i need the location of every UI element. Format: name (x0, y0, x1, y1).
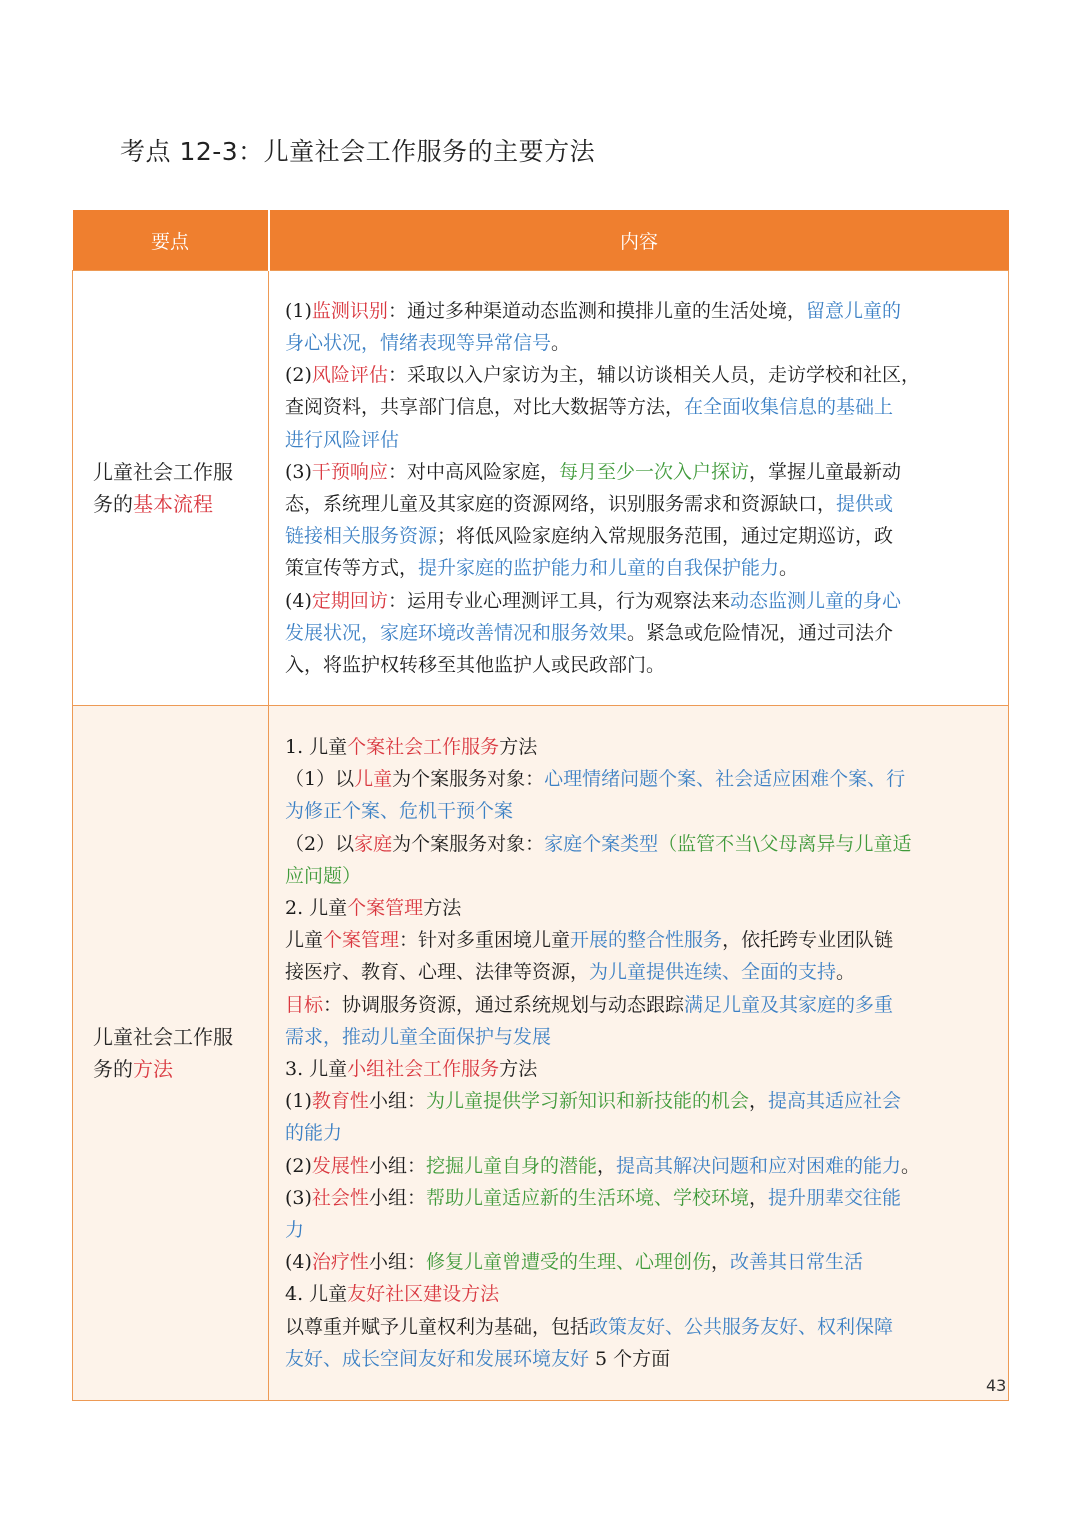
key-cell-basic-process (73, 271, 269, 706)
table-row (73, 706, 1009, 1401)
content-cell-methods (269, 706, 1009, 1401)
content-line: 友好、成长空间友好和发展环境友好 5 个方面 (285, 1347, 671, 1370)
content-line: 4. 儿童友好社区建设方法 (285, 1283, 500, 1306)
key-text: 务的 (93, 492, 133, 516)
content-line: 需求，推动儿童全面保护与发展 (285, 1025, 552, 1048)
content-line: 身心状况，情绪表现等异常信号。 (285, 331, 571, 354)
content-line: 发展状况，家庭环境改善情况和服务效果。紧急或危险情况，通过司法介 (285, 621, 894, 644)
content-line: 接医疗、教育、心理、法律等资源，为儿童提供连续、全面的支持。 (285, 961, 856, 984)
content-line: 以尊重并赋予儿童权利为基础，包括政策友好、公共服务友好、权利保障 (285, 1315, 894, 1338)
content-line: 目标：协调服务资源，通过系统规划与动态跟踪满足儿童及其家庭的多重 (285, 993, 894, 1016)
content-line: 力 (285, 1219, 305, 1242)
content-line: (3)社会性小组：帮助儿童适应新的生活环境、学校环境，提升朋辈交往能 (285, 1186, 901, 1209)
content-line: (4)治疗性小组：修复儿童曾遭受的生理、心理创伤，改善其日常生活 (285, 1251, 863, 1274)
content-line: 2. 儿童个案管理方法 (285, 896, 462, 919)
content-line: 态，系统理儿童及其家庭的资源网络，识别服务需求和资源缺口，提供或 (285, 493, 894, 515)
page-title: 考点 12-3：儿童社会工作服务的主要方法 (120, 137, 596, 166)
content-line: (2)发展性小组：挖掘儿童自身的潜能，提高其解决问题和应对困难的能力。 (285, 1154, 921, 1177)
content-line: 儿童个案管理：针对多重困境儿童开展的整合性服务，依托跨专业团队链 (285, 929, 894, 952)
content-line: 查阅资料，共享部门信息，对比大数据等方法，在全面收集信息的基础上 (285, 396, 894, 419)
content-line: 进行风险评估 (285, 428, 400, 451)
page-number: 43 (986, 1376, 1007, 1395)
content-line: 应问题） (285, 864, 362, 887)
key-text: 务的 (93, 1057, 133, 1081)
content-line: 1. 儿童个案社会工作服务方法 (285, 735, 538, 758)
header-key: 要点 (73, 210, 269, 271)
content-line: (3)干预响应：对中高风险家庭，每月至少一次入户探访，掌握儿童最新动 (285, 460, 901, 483)
header-content: 内容 (269, 210, 1009, 271)
content-line: 3. 儿童小组社会工作服务方法 (285, 1058, 538, 1080)
content-line: 入，将监护权转移至其他监护人或民政部门。 (285, 654, 666, 677)
content-line: (1)监测识别：通过多种渠道动态监测和摸排儿童的生活处境，留意儿童的 (285, 299, 901, 322)
table-row (73, 271, 1009, 706)
content-line: 策宣传等方式，提升家庭的监护能力和儿童的自我保护能力。 (285, 557, 799, 580)
content-line: 链接相关服务资源；将低风险家庭纳入常规服务范围，通过定期巡访，政 (285, 525, 894, 548)
content-cell-basic-process (269, 271, 1009, 706)
content-line: (2)风险评估：采取以入户家访为主，辅以访谈相关人员，走访学校和社区， (285, 364, 920, 387)
table-header-row (73, 210, 1009, 271)
content-line: （2）以家庭为个案服务对象：家庭个案类型（监管不当\父母离异与儿童适 (285, 832, 912, 855)
key-highlight: 方法 (133, 1057, 173, 1081)
key-cell-methods (73, 706, 269, 1401)
content-line: (1)教育性小组：为儿童提供学习新知识和新技能的机会，提高其适应社会 (285, 1090, 901, 1113)
key-text: 儿童社会工作服 (93, 460, 233, 484)
key-text: 儿童社会工作服 (93, 1025, 233, 1049)
content-line: （1）以儿童为个案服务对象：心理情绪问题个案、社会适应困难个案、行 (285, 768, 906, 791)
content-line: 为修正个案、危机干预个案 (285, 800, 514, 823)
content-line: 的能力 (285, 1122, 343, 1145)
content-line: (4)定期回访：运用专业心理测评工具，行为观察法来动态监测儿童的身心 (285, 589, 901, 612)
key-highlight: 基本流程 (133, 492, 213, 516)
key-points-table (72, 210, 1009, 1401)
